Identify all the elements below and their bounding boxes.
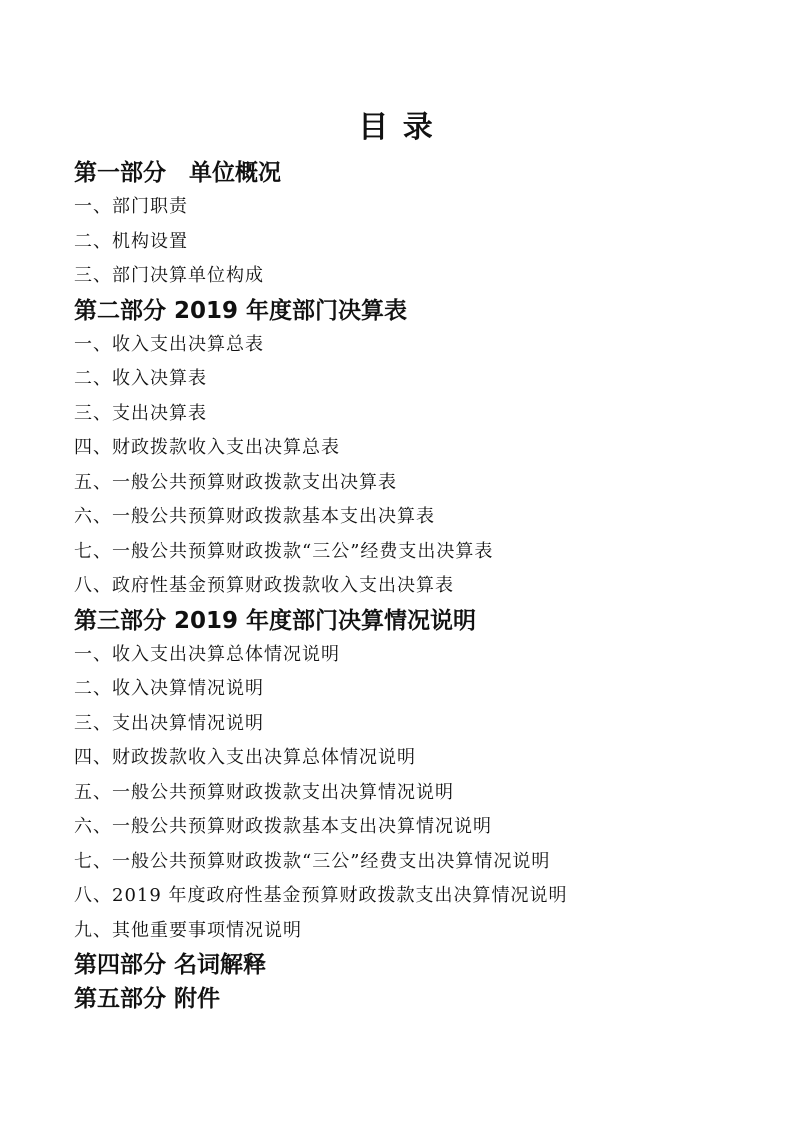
toc-item: 三、支出决算情况说明	[74, 712, 264, 734]
section-3	[74, 604, 754, 949]
section-2	[74, 294, 754, 604]
section-1	[74, 156, 754, 294]
section-title: 第一部分 单位概况	[74, 160, 281, 186]
toc-item: 五、一般公共预算财政拨款支出决算情况说明	[74, 781, 454, 803]
toc-item: 五、一般公共预算财政拨款支出决算表	[74, 471, 397, 493]
table-of-contents	[74, 156, 754, 1016]
page-title: 目 录	[358, 110, 435, 145]
toc-item: 八、2019 年度政府性基金预算财政拨款支出决算情况说明	[74, 885, 568, 906]
section-title: 第四部分 名词解释	[74, 952, 267, 978]
toc-item: 八、政府性基金预算财政拨款收入支出决算表	[74, 575, 454, 596]
section-5	[74, 982, 754, 1016]
toc-item: 三、支出决算表	[74, 402, 207, 424]
toc-item: 九、其他重要事项情况说明	[74, 919, 302, 941]
section-title: 第二部分 2019 年度部门决算表	[74, 297, 408, 324]
toc-item: 一、收入支出决算总表	[74, 333, 264, 355]
toc-item: 二、收入决算情况说明	[74, 678, 264, 699]
section-4	[74, 948, 754, 982]
toc-item: 一、部门职责	[74, 196, 188, 217]
toc-item: 一、收入支出决算总体情况说明	[74, 643, 340, 665]
toc-item: 七、一般公共预算财政拨款“三公”经费支出决算表	[74, 540, 494, 562]
toc-item: 四、财政拨款收入支出决算总体情况说明	[74, 747, 416, 768]
toc-item: 七、一般公共预算财政拨款“三公”经费支出决算情况说明	[74, 850, 551, 872]
section-title: 第三部分 2019 年度部门决算情况说明	[74, 607, 477, 634]
toc-item: 六、一般公共预算财政拨款基本支出决算表	[74, 506, 435, 527]
toc-item: 二、收入决算表	[74, 368, 207, 389]
toc-item: 四、财政拨款收入支出决算总表	[74, 437, 340, 458]
toc-item: 六、一般公共预算财政拨款基本支出决算情况说明	[74, 816, 492, 837]
section-title: 第五部分 附件	[74, 986, 221, 1012]
toc-item: 二、机构设置	[74, 230, 188, 252]
toc-item: 三、部门决算单位构成	[74, 265, 264, 286]
